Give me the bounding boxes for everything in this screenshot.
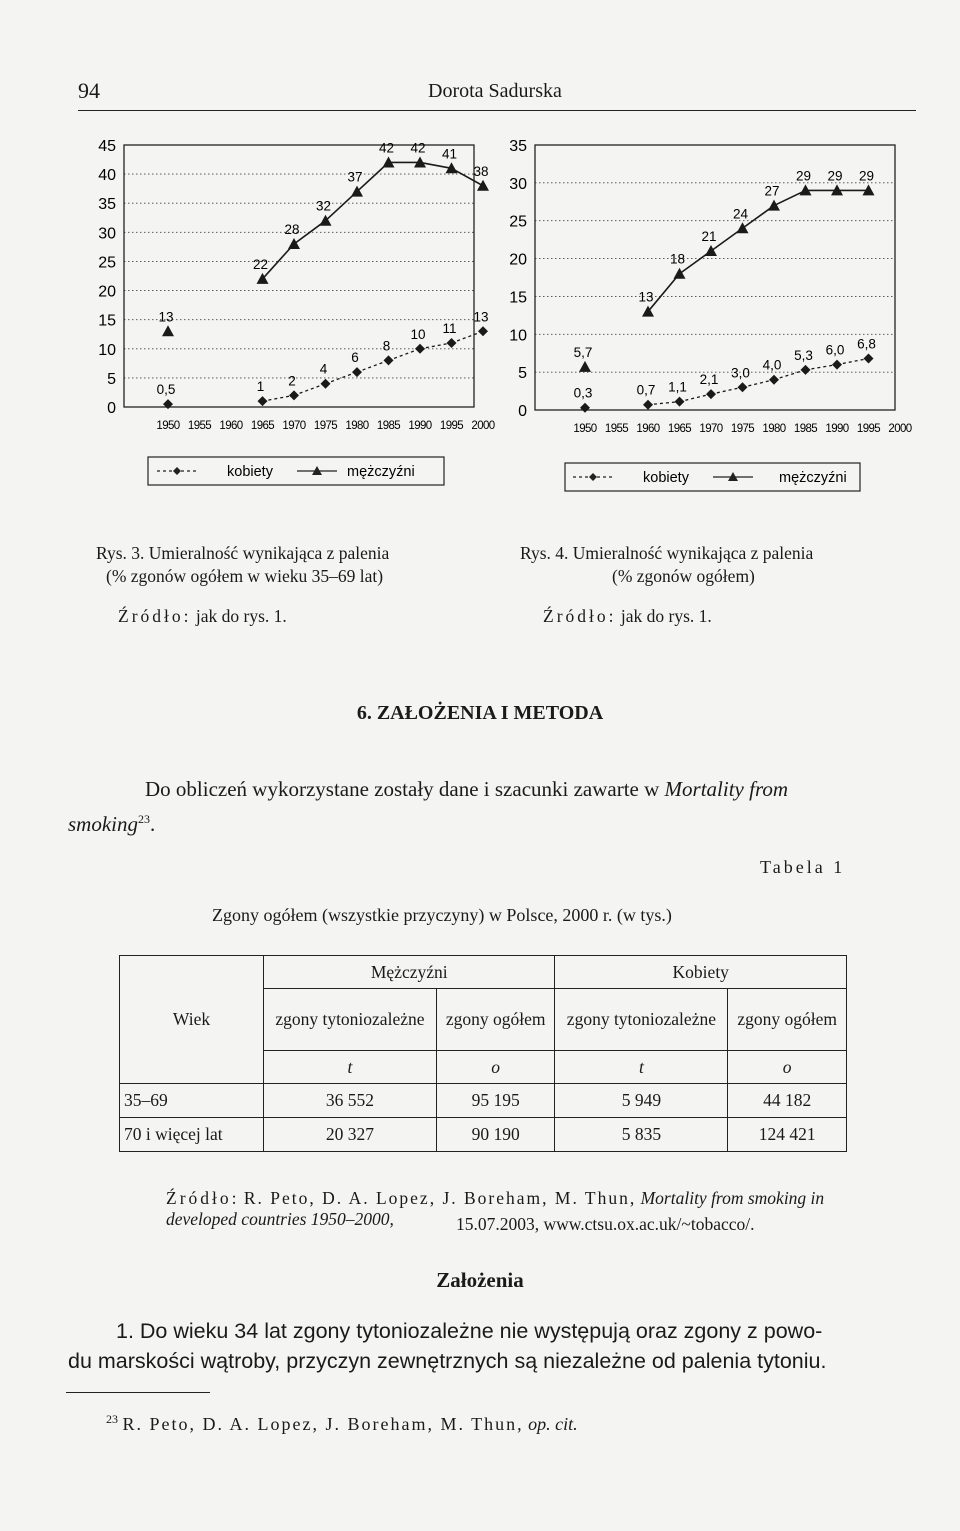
y-tick-label: 30 (509, 175, 527, 193)
women-series-line (294, 384, 326, 396)
group-header-men: Mężczyźni (264, 956, 555, 989)
x-tick-label: 1960 (219, 420, 243, 432)
chart-legend (148, 457, 444, 485)
intro-title-cont: smoking (68, 812, 138, 836)
intro-title: Mortality from (664, 777, 789, 801)
footnote-rule (66, 1392, 210, 1393)
women-data-label: 11 (442, 320, 457, 336)
sub-header-tot-women: zgony ogółem (728, 989, 847, 1051)
women-data-label: 4,0 (762, 357, 782, 373)
assumption-1-line1: 1. Do wieku 34 lat zgony tytoniozależne nie występują oraz zgony z powo- (116, 1319, 823, 1343)
running-author: Dorota Sadurska (428, 80, 562, 102)
y-tick-label: 30 (98, 225, 116, 243)
women-data-point (801, 365, 811, 375)
men-data-label: 29 (858, 168, 875, 184)
footnote (106, 1412, 578, 1435)
x-tick-labels (156, 420, 494, 432)
men-data-point (579, 361, 591, 372)
row-age: 35–69 (120, 1084, 264, 1118)
men-data-point (768, 200, 780, 211)
legend-women-label: kobiety (227, 464, 273, 480)
diamond-marker-icon (173, 467, 181, 475)
caption-line: Rys. 4. Umieralność wynikająca z palenia (520, 543, 814, 563)
table-row (120, 1118, 847, 1152)
women-data-label: 2 (288, 373, 296, 389)
men-data-label: 22 (252, 256, 269, 272)
intro-paragraph-line2 (68, 806, 155, 837)
men-data-point (674, 268, 686, 279)
caption-line: Rys. 3. Umieralność wynikająca z palenia (96, 543, 390, 563)
sub-header-tob-women: zgony tytoniozależne (555, 989, 728, 1051)
y-tick-label: 35 (509, 138, 527, 155)
intro-end: . (150, 812, 156, 836)
women-data-label: 1 (256, 379, 265, 395)
y-tick-label: 0 (107, 400, 116, 417)
page-number: 94 (78, 78, 100, 103)
y-tick-label: 20 (509, 251, 527, 269)
women-series-line (743, 380, 775, 388)
table-label: Tabela 1 (760, 857, 846, 877)
women-data-label: 2,1 (699, 372, 719, 388)
men-data-point (288, 238, 300, 249)
figure-caption-rys3 (96, 542, 389, 588)
source-text: jak do rys. 1. (195, 606, 287, 626)
women-data-label: 0,5 (156, 382, 176, 398)
x-tick-label: 1965 (250, 420, 275, 432)
women-data-label: 5,3 (794, 347, 813, 363)
men-data-label: 42 (410, 140, 426, 156)
women-data-label: 0,7 (636, 382, 656, 398)
source-title: Mortality from smoking in developed countries 1950–2000, (166, 1188, 825, 1229)
men-data-label: 18 (669, 251, 686, 267)
figure-source-rys3 (118, 606, 287, 627)
women-data-point (580, 403, 590, 413)
cell: 95 195 (436, 1084, 555, 1118)
x-tick-label: 2000 (888, 423, 912, 435)
footnote-ref: 23 (138, 812, 150, 826)
intro-text: Do obliczeń wykorzystane zostały dane i szacunki zawarte w (145, 777, 665, 801)
women-series-line (420, 343, 452, 349)
women-series-line (711, 387, 743, 394)
y-tick-label: 15 (98, 312, 116, 330)
x-tick-label: 1990 (825, 423, 849, 435)
men-data-label: 27 (764, 183, 780, 199)
y-tick-label: 0 (518, 403, 527, 420)
women-data-point (643, 400, 653, 410)
col-header-age: Wiek (120, 956, 264, 1084)
cell: 36 552 (264, 1084, 437, 1118)
men-data-label: 21 (701, 229, 717, 244)
chart-series (157, 140, 489, 409)
section-heading: 6. ZAŁOŻENIA I METODA (356, 702, 604, 724)
cell: 44 182 (728, 1084, 847, 1118)
men-data-label: 29 (795, 168, 812, 184)
women-series-line (357, 360, 389, 372)
chart-rys4 (503, 125, 912, 500)
x-tick-label: 1975 (730, 423, 755, 435)
y-tick-label: 25 (98, 254, 116, 272)
women-data-label: 1,1 (668, 379, 687, 395)
women-series-line (806, 365, 838, 370)
table-title: Zgony ogółem (wszystkie przyczyny) w Polsce, 2000 r. (w tys.) (212, 905, 672, 925)
x-tick-label: 1970 (282, 420, 306, 432)
symbol-o: o (728, 1051, 847, 1084)
women-data-point (675, 397, 685, 407)
men-data-label: 5,7 (573, 344, 593, 360)
subheading: Założenia (436, 1268, 524, 1292)
men-data-point (477, 180, 489, 191)
group-header-women: Kobiety (555, 956, 847, 989)
women-data-point (415, 344, 425, 354)
y-tick-label: 20 (98, 283, 116, 301)
x-tick-label: 1985 (793, 423, 818, 435)
women-data-point (738, 382, 748, 392)
women-series-line (837, 359, 869, 365)
chart-rys3 (80, 125, 495, 500)
women-data-label: 10 (410, 326, 426, 342)
women-data-label: 6 (351, 350, 359, 366)
y-tick-label: 45 (98, 138, 116, 155)
x-tick-label: 1995 (439, 420, 464, 432)
men-data-label: 28 (284, 221, 300, 237)
x-tick-label: 1955 (604, 423, 629, 435)
sub-header-tob-men: zgony tytoniozależne (264, 989, 437, 1051)
women-series-line (648, 402, 680, 405)
women-data-point (832, 360, 842, 370)
x-tick-label: 1955 (187, 420, 212, 432)
diamond-marker-icon (589, 473, 597, 481)
footnote-cit: op. cit. (528, 1414, 578, 1434)
men-data-point (705, 245, 717, 256)
sub-header-tot-men: zgony ogółem (436, 989, 555, 1051)
source-rest: 15.07.2003, www.ctsu.ox.ac.uk/~tobacco/. (456, 1214, 755, 1234)
x-tick-label: 1950 (156, 420, 180, 432)
women-data-label: 4 (319, 361, 328, 377)
y-tick-label: 25 (509, 213, 527, 231)
x-tick-label: 1960 (636, 423, 660, 435)
footnote-number: 23 (106, 1412, 118, 1426)
x-tick-label: 2000 (471, 420, 495, 432)
y-tick-label: 40 (98, 167, 116, 185)
running-header (78, 76, 916, 111)
x-tick-label: 1980 (345, 420, 369, 432)
men-data-point (162, 325, 174, 336)
men-data-label: 29 (827, 168, 843, 184)
women-data-point (384, 355, 394, 365)
men-data-label: 38 (473, 163, 489, 179)
x-tick-label: 1995 (856, 423, 881, 435)
men-data-label: 37 (347, 169, 363, 185)
table-row (120, 1084, 847, 1118)
y-tick-label: 15 (509, 289, 527, 307)
men-data-label: 41 (441, 146, 458, 162)
x-tick-labels (573, 423, 911, 435)
y-tick-labels (509, 138, 527, 420)
men-data-label: 42 (378, 140, 395, 156)
women-data-point (321, 379, 331, 389)
assumption-1-line2: du marskości wątroby, przyczyn zewnętrznych są niezależne od palenia tytoniu. (68, 1349, 827, 1373)
women-data-label: 8 (382, 338, 391, 354)
figure-caption-rys4 (520, 542, 890, 588)
source-label: Źródło: (543, 606, 617, 626)
women-data-label: 6,0 (825, 342, 845, 358)
x-tick-label: 1985 (376, 420, 401, 432)
women-data-point (352, 367, 362, 377)
figure-source-rys4 (543, 606, 712, 627)
men-data-label: 13 (158, 309, 174, 325)
symbol-o: o (436, 1051, 555, 1084)
women-data-point (447, 338, 457, 348)
table-source-line2 (456, 1214, 754, 1235)
women-data-point (706, 389, 716, 399)
men-data-label: 32 (315, 198, 332, 214)
caption-line: (% zgonów ogółem) (612, 566, 755, 586)
cell: 124 421 (728, 1118, 847, 1152)
legend-men-label: mężczyźni (347, 464, 415, 480)
women-data-point (769, 375, 779, 385)
y-tick-label: 35 (98, 196, 116, 214)
women-series-line (680, 394, 712, 402)
x-tick-label: 1950 (573, 423, 597, 435)
x-tick-label: 1975 (313, 420, 338, 432)
men-data-point (737, 222, 749, 233)
women-data-label: 6,8 (857, 336, 876, 352)
y-tick-label: 10 (509, 327, 527, 345)
women-series-line (263, 395, 295, 401)
cell: 5 949 (555, 1084, 728, 1118)
chart-series (574, 168, 876, 412)
women-data-point (289, 390, 299, 400)
intro-paragraph-line1 (145, 776, 925, 802)
source-label: Źródło: (166, 1188, 240, 1208)
legend-men-label: mężczyźni (779, 470, 847, 486)
women-data-point (478, 326, 488, 336)
source-authors: R. Peto, D. A. Lopez, J. Boreham, M. Thun, (243, 1188, 637, 1208)
y-tick-label: 5 (518, 365, 527, 383)
symbol-t: t (264, 1051, 437, 1084)
chart-legend (565, 463, 860, 491)
women-series-line (389, 349, 421, 361)
plot-area-frame (124, 145, 474, 407)
men-data-label: 24 (732, 206, 749, 222)
women-data-point (258, 396, 268, 406)
cell: 90 190 (436, 1118, 555, 1152)
symbol-t: t (555, 1051, 728, 1084)
source-text: jak do rys. 1. (620, 606, 712, 626)
row-age: 70 i więcej lat (120, 1118, 264, 1152)
legend-women-label: kobiety (643, 470, 689, 486)
caption-line: (% zgonów ogółem w wieku 35–69 lat) (106, 566, 384, 586)
cell: 20 327 (264, 1118, 437, 1152)
x-tick-label: 1965 (667, 423, 692, 435)
y-tick-labels (98, 138, 116, 417)
x-tick-label: 1970 (699, 423, 723, 435)
y-tick-label: 5 (107, 370, 116, 388)
data-table (119, 955, 847, 1152)
x-tick-label: 1990 (408, 420, 432, 432)
source-label: Źródło: (118, 606, 192, 626)
cell: 5 835 (555, 1118, 728, 1152)
men-data-label: 13 (638, 289, 654, 305)
women-data-point (864, 354, 874, 364)
y-tick-label: 10 (98, 341, 116, 359)
x-tick-label: 1980 (762, 423, 786, 435)
women-data-label: 3,0 (731, 365, 750, 381)
women-data-label: 13 (473, 309, 489, 325)
footnote-authors: R. Peto, D. A. Lopez, J. Boreham, M. Thun, (122, 1414, 524, 1434)
women-data-label: 0,3 (573, 385, 593, 401)
